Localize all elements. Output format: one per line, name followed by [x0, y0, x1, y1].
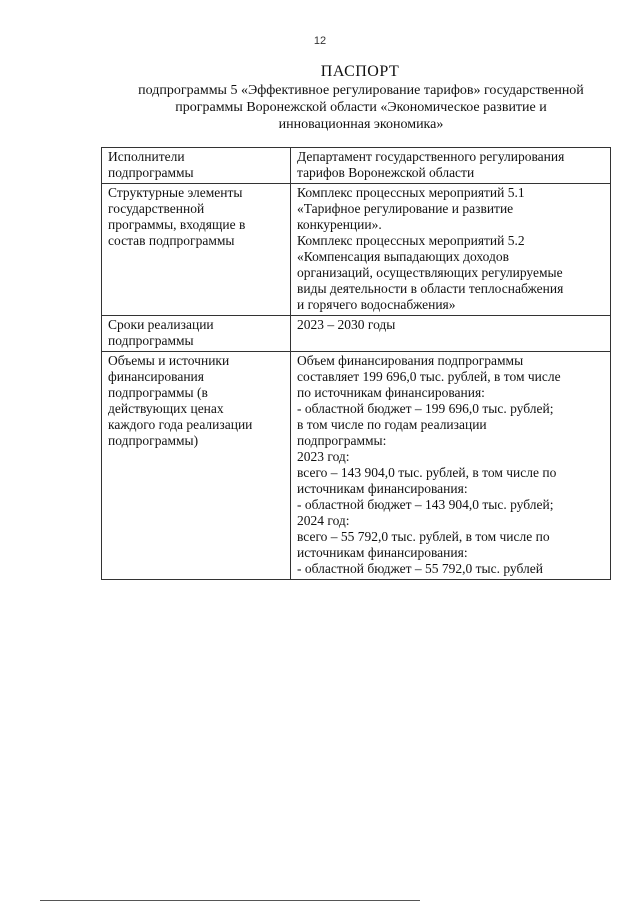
value-line: подпрограммы:	[297, 433, 387, 448]
row-label-executors	[102, 148, 291, 184]
value-line: - областной бюджет – 143 904,0 тыс. рублей;	[297, 497, 554, 512]
label-line: программы, входящие в	[108, 217, 246, 232]
table-row	[102, 316, 611, 352]
row-label-structural-elements	[102, 184, 291, 316]
row-label-funding	[102, 352, 291, 580]
page-number: 12	[313, 35, 327, 47]
value-line: всего – 55 792,0 тыс. рублей, в том числе по	[297, 529, 550, 544]
value-line: Объем финансирования подпрограммы	[297, 353, 524, 368]
value-line: организаций, осуществляющих регулируемые	[297, 265, 563, 280]
subtitle-line: подпрограммы 5 «Эффективное регулирование тарифов» государственной	[138, 83, 584, 98]
value-line: 2023 – 2030 годы	[297, 317, 396, 332]
label-line: Исполнители	[108, 149, 185, 164]
label-line: каждого года реализации	[108, 417, 253, 432]
label-line: подпрограммы (в	[108, 385, 208, 400]
value-line: всего – 143 904,0 тыс. рублей, в том числе по	[297, 465, 557, 480]
value-line: 2023 год:	[297, 449, 350, 464]
value-line: «Компенсация выпадающих доходов	[297, 249, 509, 264]
table-row	[102, 352, 611, 580]
row-value-timeline	[291, 316, 611, 352]
passport-table	[101, 147, 611, 580]
value-line: виды деятельности в области теплоснабжения	[297, 281, 564, 296]
value-line: источникам финансирования:	[297, 481, 468, 496]
label-line: подпрограммы)	[108, 433, 199, 448]
row-value-executors	[291, 148, 611, 184]
value-line: тарифов Воронежской области	[297, 165, 475, 180]
value-line: - областной бюджет – 55 792,0 тыс. рублей	[297, 561, 543, 576]
subtitle-line: инновационная экономика»	[278, 117, 444, 132]
row-value-funding	[291, 352, 611, 580]
subtitle-line: программы Воронежской области «Экономическое развитие и	[175, 100, 547, 115]
value-line: Департамент государственного регулирования	[297, 149, 565, 164]
table-row	[102, 148, 611, 184]
value-line: в том числе по годам реализации	[297, 417, 487, 432]
label-line: Сроки реализации	[108, 317, 214, 332]
value-line: конкуренции».	[297, 217, 382, 232]
footer-divider	[40, 900, 420, 901]
value-line: 2024 год:	[297, 513, 350, 528]
value-line: составляет 199 696,0 тыс. рублей, в том числе	[297, 369, 561, 384]
value-line: Комплекс процессных мероприятий 5.2	[297, 233, 525, 248]
row-label-timeline	[102, 316, 291, 352]
label-line: Структурные элементы	[108, 185, 243, 200]
label-line: финансирования	[108, 369, 204, 384]
document-subtitle	[102, 82, 620, 133]
label-line: Объемы и источники	[108, 353, 230, 368]
value-line: источникам финансирования:	[297, 545, 468, 560]
value-line: по источникам финансирования:	[297, 385, 485, 400]
value-line: и горячего водоснабжения»	[297, 297, 456, 312]
label-line: действующих ценах	[108, 401, 224, 416]
table-row	[102, 184, 611, 316]
value-line: «Тарифное регулирование и развитие	[297, 201, 514, 216]
label-line: государственной	[108, 201, 205, 216]
row-value-structural-elements	[291, 184, 611, 316]
label-line: подпрограммы	[108, 165, 194, 180]
value-line: - областной бюджет – 199 696,0 тыс. рублей;	[297, 401, 554, 416]
label-line: состав подпрограммы	[108, 233, 235, 248]
value-line: Комплекс процессных мероприятий 5.1	[297, 185, 525, 200]
page-title: ПАСПОРТ	[320, 63, 400, 80]
label-line: подпрограммы	[108, 333, 194, 348]
